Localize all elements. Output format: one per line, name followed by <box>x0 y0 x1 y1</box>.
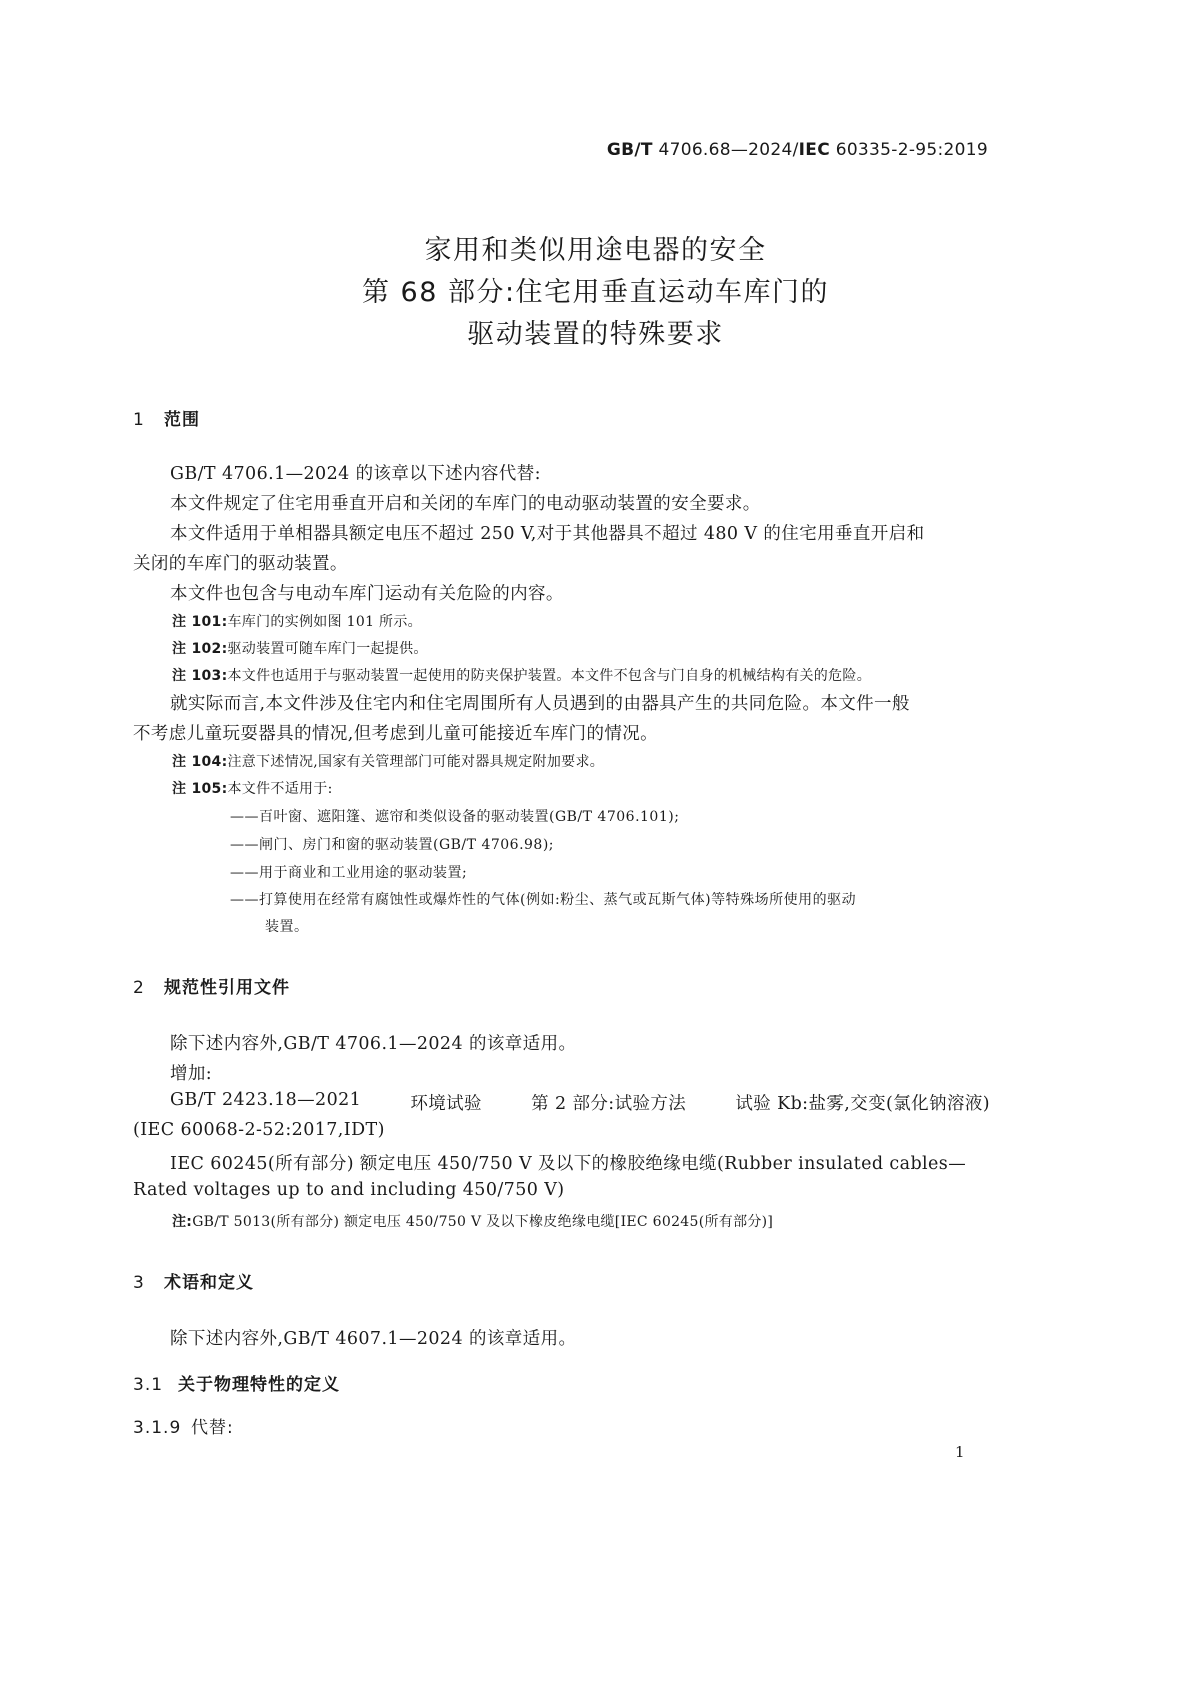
section-1-para-4: 本文件也包含与电动车库门运动有关危险的内容。 <box>170 584 564 604</box>
section-2-para-1: 除下述内容外,GB/T 4706.1—2024 的该章适用。 <box>170 1034 577 1054</box>
note-101-text: 车库门的实例如图 101 所示。 <box>227 614 422 630</box>
reference-1-code: GB/T 2423.18—2021 <box>170 1090 362 1110</box>
section-1-para-2: 本文件规定了住宅用垂直开启和关闭的车库门的电动驱动装置的安全要求。 <box>170 494 761 514</box>
clause-3-1-9-number: 3.1.9 <box>133 1418 182 1438</box>
subsection-3-1-title: 关于物理特性的定义 <box>178 1375 340 1395</box>
section-2-title: 规范性引用文件 <box>164 978 290 998</box>
note-104-label: 注 104: <box>172 754 228 770</box>
section-2-number: 2 <box>133 978 145 998</box>
clause-3-1-9 <box>133 1413 234 1438</box>
section-2-note <box>172 1211 773 1231</box>
section-1-para-5-line-1: 就实际而言,本文件涉及住宅内和住宅周围所有人员遇到的由器具产生的共同危险。本文件一般 <box>170 694 910 714</box>
document-title-line-1: 家用和类似用途电器的安全 <box>424 235 767 266</box>
std-prefix: GB/T <box>606 140 653 160</box>
section-2-note-text: GB/T 5013(所有部分) 额定电压 450/750 V 及以下橡皮绝缘电缆[IEC 60245(所有部分)] <box>192 1214 774 1230</box>
section-1-number: 1 <box>133 410 145 430</box>
note-101-label: 注 101: <box>172 614 228 630</box>
section-3-heading <box>133 1268 254 1293</box>
page-number: 1 <box>955 1443 965 1461</box>
subsection-3-1-heading <box>133 1370 340 1395</box>
standard-number <box>607 140 988 160</box>
note-103 <box>172 665 871 685</box>
reference-1-title-part-2: 第 2 部分:试验方法 <box>531 1094 687 1114</box>
note-102-label: 注 102: <box>172 641 228 657</box>
section-3-title: 术语和定义 <box>164 1273 254 1293</box>
exclusion-item-2: ——闸门、房门和窗的驱动装置(GB/T 4706.98); <box>230 837 555 853</box>
exclusion-item-1: ——百叶窗、遮阳篷、遮帘和类似设备的驱动装置(GB/T 4706.101); <box>230 809 680 825</box>
note-105-text: 本文件不适用于: <box>227 781 333 797</box>
note-103-label: 注 103: <box>172 668 228 684</box>
section-2-para-2: 增加: <box>170 1064 213 1084</box>
note-104-text: 注意下述情况,国家有关管理部门可能对器具规定附加要求。 <box>227 754 605 770</box>
exclusion-item-4-line-2: 装置。 <box>265 919 309 935</box>
section-1-para-5-line-2: 不考虑儿童玩耍器具的情况,但考虑到儿童可能接近车库门的情况。 <box>133 724 659 744</box>
document-title-line-2: 第 68 部分:住宅用垂直运动车库门的 <box>361 277 830 308</box>
note-105 <box>172 778 333 798</box>
subsection-3-1-number: 3.1 <box>133 1375 164 1395</box>
reference-1-line-1 <box>170 1090 990 1115</box>
note-101 <box>172 611 422 631</box>
reference-1-line-2: (IEC 60068-2-52:2017,IDT) <box>133 1120 385 1140</box>
section-3-number: 3 <box>133 1273 145 1293</box>
section-1-title: 范围 <box>164 410 200 430</box>
note-102-text: 驱动装置可随车库门一起提供。 <box>227 641 428 657</box>
exclusion-item-3: ——用于商业和工业用途的驱动装置; <box>230 865 468 881</box>
reference-1-title-part-3: 试验 Kb:盐雾,交变(氯化钠溶液) <box>735 1094 990 1114</box>
section-2-heading <box>133 973 290 998</box>
document-title-line-3: 驱动装置的特殊要求 <box>467 319 724 350</box>
section-1-para-3-line-2: 关闭的车库门的驱动装置。 <box>133 554 348 574</box>
exclusion-item-4-line-1: ——打算使用在经常有腐蚀性或爆炸性的气体(例如:粉尘、蒸气或瓦斯气体)等特殊场所使用的驱动 <box>230 892 857 908</box>
reference-1-title-part-1: 环境试验 <box>410 1094 482 1114</box>
std-iec-prefix: IEC <box>798 140 830 160</box>
section-1-heading <box>133 405 200 430</box>
reference-2-line-1: IEC 60245(所有部分) 额定电压 450/750 V 及以下的橡胶绝缘电缆(Rubber insulated cables— <box>170 1154 967 1174</box>
note-105-label: 注 105: <box>172 781 228 797</box>
reference-2-line-2: Rated voltages up to and including 450/750 V) <box>133 1180 565 1200</box>
std-iec-number: 60335-2-95:2019 <box>830 140 988 160</box>
clause-3-1-9-text: 代替: <box>191 1418 234 1438</box>
note-104 <box>172 751 604 771</box>
section-1-para-1: GB/T 4706.1—2024 的该章以下述内容代替: <box>170 464 541 484</box>
std-number: 4706.68—2024/ <box>652 140 799 160</box>
section-3-para-1: 除下述内容外,GB/T 4607.1—2024 的该章适用。 <box>170 1329 577 1349</box>
note-103-text: 本文件也适用于与驱动装置一起使用的防夹保护装置。本文件不包含与门自身的机械结构有关的危险。 <box>227 668 871 684</box>
note-102 <box>172 638 428 658</box>
section-2-note-label: 注: <box>172 1214 193 1230</box>
section-1-para-3-line-1: 本文件适用于单相器具额定电压不超过 250 V,对于其他器具不超过 480 V 的住宅用垂直开启和 <box>170 524 925 544</box>
